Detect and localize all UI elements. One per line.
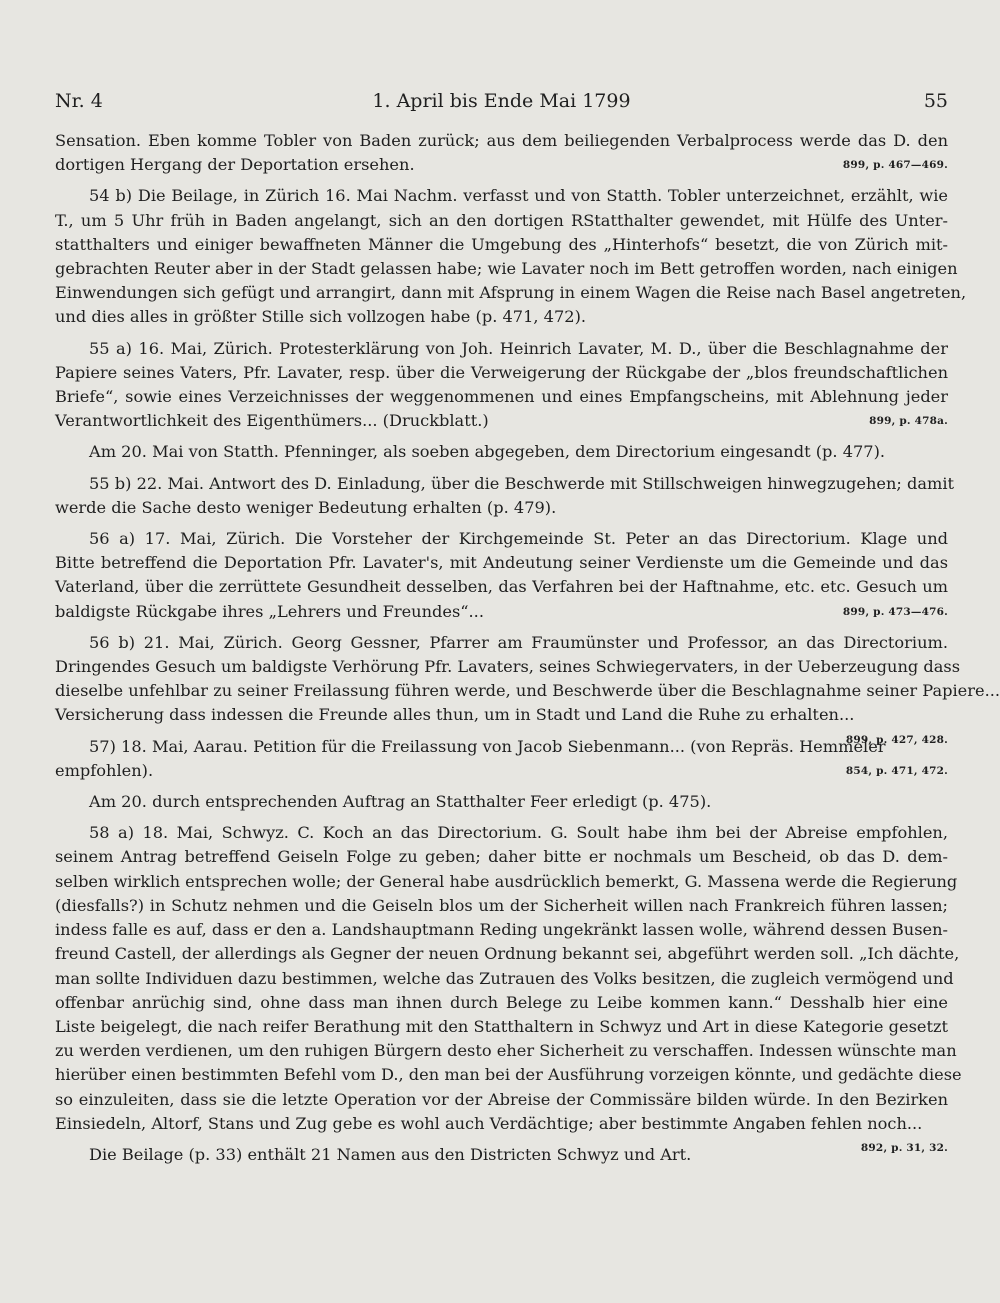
text-line: man sollte Individuen dazu bestimmen, welche das Zutrauen des Volks besitzen, die zugleich vermögend und [55, 968, 954, 988]
text-line: Am 20. durch entsprechenden Auftrag an Statthalter Feer erledigt (p. 475). [89, 792, 712, 812]
text-line: zu werden verdienen, um den ruhigen Bürgern desto eher Sicherheit zu verschaffen. Indessen wünschte man [55, 1041, 957, 1061]
text-line: Einwendungen sich gefügt und arrangirt, dann mit Afsprung in einem Wagen die Reise nach Basel angetreten, [55, 283, 967, 303]
text-line: Versicherung dass indessen die Freunde alles thun, um in Stadt und Land die Ruhe zu erhalten... 899, p. 427, 428. [55, 703, 948, 727]
paragraph [55, 790, 948, 814]
text-line: Die Beilage (p. 33) enthält 21 Namen aus den Districten Schwyz und Art. [89, 1144, 692, 1164]
text-line: Am 20. Mai von Statth. Pfenninger, als soeben abgegeben, dem Directorium eingesandt (p. 477). [89, 442, 886, 462]
text-line: offenbar anrüchig sind, ohne dass man ihnen durch Belege zu Leibe kommen kann.“ Desshalb hier eine [55, 992, 948, 1012]
text-line: Einsiedeln, Altorf, Stans und Zug gebe es wohl auch Verdächtige; aber bestimmte Angaben fehlen noch... 892, p. 31, 32. [55, 1112, 948, 1136]
text-line: Dringendes Gesuch um baldigste Verhörung Pfr. Lavaters, seines Schwiegervaters, in der Ueberzeugung dass [55, 657, 961, 677]
text-line: Briefe“, sowie eines Verzeichnisses der weggenommenen und eines Empfangscheins, mit Ablehnung jeder [55, 387, 948, 407]
text-line: so einzuleiten, dass sie die letzte Operation vor der Abreise der Commissäre bilden würde. In den Bezirken [55, 1089, 948, 1109]
paragraph [55, 472, 955, 520]
text-line: dortigen Hergang der Deportation ersehen. 899, p. 467—469. [55, 153, 948, 177]
text-line: seinem Antrag betreffend Geiseln Folge zu geben; daher bitte er nochmals um Bescheid, ob das D. dem- [55, 847, 948, 867]
paragraph [55, 735, 948, 783]
text-line: empfohlen). 854, p. 471, 472. [55, 759, 948, 783]
text-line: freund Castell, der allerdings als Gegner der neuen Ordnung bekannt sei, abgeführt werden soll. „Ich dächte, [55, 944, 960, 964]
text-line: Vaterland, über die zerrüttete Gesundheit desselben, das Verfahren bei der Haftnahme, etc. etc. Gesuch um [55, 577, 948, 597]
paragraph [55, 527, 948, 624]
paragraph [55, 440, 948, 464]
archive-reference: 899, p. 473—476. [842, 605, 948, 618]
page-body [55, 129, 1000, 1174]
text-line: dieselbe unfehlbar zu seiner Freilassung führen werde, und Beschwerde über die Beschlagnahme seiner Papiere... [55, 681, 1000, 701]
text-line: 55 b) 22. Mai. Antwort des D. Einladung, über die Beschwerde mit Stillschweigen hinwegzugehen; damit [89, 473, 955, 493]
text-line: Bitte betreffend die Deportation Pfr. Lavater's, mit Andeutung seiner Verdienste um die Gemeinde und das [55, 553, 948, 573]
paragraph [55, 184, 967, 329]
text-line: indess falle es auf, dass er den a. Landshauptmann Reding ungekränkt lassen wolle, während dessen Busen- [55, 920, 948, 940]
paragraph [55, 337, 948, 434]
text-line: Sensation. Eben komme Tobler von Baden zurück; aus dem beiliegenden Verbalprocess werde das D. den [55, 131, 948, 150]
text-line: Liste beigelegt, die nach reifer Berathung mit den Statthaltern in Schwyz und Art in diese Kategorie gesetzt [55, 1016, 948, 1036]
text-line: werde die Sache desto weniger Bedeutung erhalten (p. 479). [55, 497, 557, 517]
text-line: Verantwortlichkeit des Eigenthümers... (Druckblatt.) 899, p. 478a. [55, 409, 948, 433]
archive-reference: 899, p. 478a. [869, 415, 948, 428]
text-line: 54 b) Die Beilage, in Zürich 16. Mai Nachm. verfasst und von Statth. Tobler unterzeichnet, erzählt, wie [89, 186, 948, 206]
text-line: statthalters und einiger bewaffneten Männer die Umgebung des „Hinterhofs“ besetzt, die von Zürich mit- [55, 234, 948, 254]
page-title: 1. April bis Ende Mai 1799 [372, 90, 631, 112]
text-line: 56 a) 17. Mai, Zürich. Die Vorsteher der Kirchgemeinde St. Peter an das Directorium. Klage und [89, 529, 948, 549]
text-line: T., um 5 Uhr früh in Baden angelangt, sich an den dortigen RStatthalter gewendet, mit Hülfe des Unter- [55, 210, 948, 230]
issue-number: Nr. 4 [55, 90, 103, 112]
archive-reference: 899, p. 467—469. [842, 159, 948, 172]
text-line: 56 b) 21. Mai, Zürich. Georg Gessner, Pfarrer am Fraumünster und Professor, an das Directorium. [89, 632, 948, 652]
text-line: hierüber einen bestimmten Befehl vom D., den man bei der Ausführung vorzeigen könnte, und gedächte diese [55, 1065, 962, 1085]
paragraph [55, 129, 948, 177]
text-line: baldigste Rückgabe ihres „Lehrers und Freundes“... 899, p. 473—476. [55, 600, 948, 624]
page-number: 55 [923, 90, 948, 112]
paragraph [55, 1143, 948, 1167]
archive-reference: 899, p. 427, 428. [845, 733, 948, 746]
running-header [55, 90, 948, 116]
text-line: und dies alles in größter Stille sich vollzogen habe (p. 471, 472). [55, 307, 587, 327]
text-line: (diesfalls?) in Schutz nehmen und die Geiseln blos um der Sicherheit willen nach Frankreich führen lassen; [55, 895, 948, 915]
text-line: selben wirklich entsprechen wolle; der General habe ausdrücklich bemerkt, G. Massena werde die Regierung [55, 871, 958, 891]
archive-reference: 854, p. 471, 472. [845, 764, 948, 777]
text-line: Papiere seines Vaters, Pfr. Lavater, resp. über die Verweigerung der Rückgabe der „blos freundschaftlichen [55, 362, 948, 382]
text-line: gebrachten Reuter aber in der Stadt gelassen habe; wie Lavater noch im Bett getroffen worden, nach einigen [55, 259, 958, 279]
text-line: 55 a) 16. Mai, Zürich. Protesterklärung von Joh. Heinrich Lavater, M. D., über die Beschlagnahme der [89, 338, 948, 358]
text-line: 58 a) 18. Mai, Schwyz. C. Koch an das Directorium. G. Soult habe ihm bei der Abreise empfohlen, [89, 823, 948, 843]
archive-reference: 892, p. 31, 32. [860, 1141, 948, 1154]
text-line: 57) 18. Mai, Aarau. Petition für die Freilassung von Jacob Siebenmann... (von Repräs. Hemmeler [89, 736, 886, 756]
